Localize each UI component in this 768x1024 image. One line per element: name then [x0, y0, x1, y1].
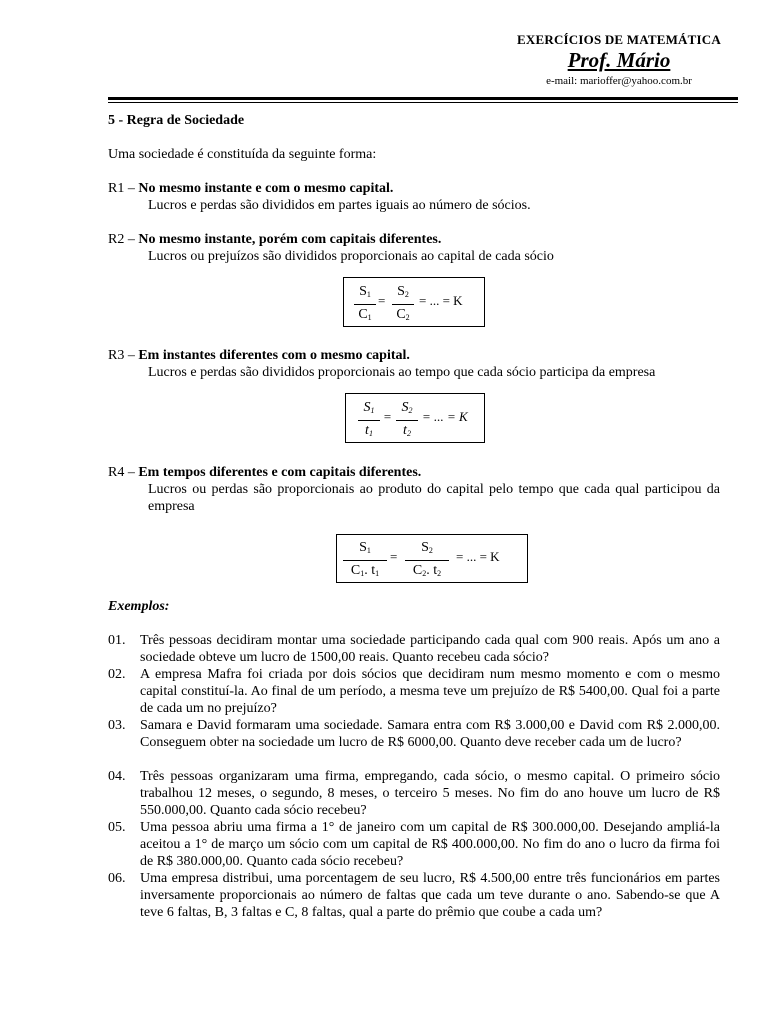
fraction-denominator: t	[403, 423, 407, 438]
subscript: 1	[366, 290, 371, 299]
professor-name: Prof. Mário	[567, 48, 671, 72]
subscript: 2	[406, 429, 411, 438]
formula-r3-box	[345, 393, 485, 443]
fraction-denominator: C	[358, 307, 368, 322]
example-text: Uma pessoa abriu uma firma a 1° de janeiro com um capital de R$ 300.000,00. Desejando ampliá-la aceitou a 1° de março um sócio com um capital de R$ 400.000,00. No fim do ano o lucro da firma foi de R$ 380.000,00. Quanto cada sócio recebeu?	[140, 820, 720, 869]
example-text: A empresa Mafra foi criada por dois sócios que decidiram num mesmo momento e com o mesmo capital constituí-la. Ao final de um período, a mesma teve um prejuízo de R$ 5400,00. Qual foi a parte de cada um no prejuízo?	[140, 667, 720, 716]
fraction-numerator: S	[359, 284, 367, 299]
rule-title: No mesmo instante, porém com capitais diferentes.	[138, 232, 442, 247]
subscript: 2	[405, 313, 410, 322]
header-title: EXERCÍCIOS DE MATEMÁTICA	[517, 32, 721, 47]
subscript: 1	[375, 569, 380, 578]
formula-constant: = ... = K	[456, 549, 500, 564]
fraction-numerator: S	[359, 540, 367, 555]
equals-sign: =	[378, 293, 386, 308]
rule-r2-heading	[108, 231, 441, 248]
fraction-numerator: S	[363, 400, 371, 415]
fraction-numerator: S	[397, 284, 405, 299]
section-title: 5 - Regra de Sociedade	[108, 113, 245, 128]
rule-title: Em instantes diferentes com o mesmo capital.	[138, 348, 410, 363]
rule-r1-description: Lucros e perdas são divididos em partes iguais ao número de sócios.	[148, 198, 531, 213]
fraction-2	[396, 399, 418, 442]
subscript: 1	[368, 429, 373, 438]
fraction-denominator: C	[412, 563, 423, 578]
fraction-denominator: C	[350, 563, 361, 578]
rule-r4-description: Lucros ou perdas são proporcionais ao produto do capital pelo tempo que cada qual participou da empresa	[148, 482, 720, 514]
rule-r3-heading	[108, 347, 410, 364]
rule-r1-heading	[108, 180, 393, 197]
formula-constant: = ... = K	[422, 409, 468, 424]
example-item	[108, 717, 720, 751]
example-text: Samara e David formaram uma sociedade. Samara entra com R$ 3.000,00 e David com R$ 2.000,00. Conseguem obter na sociedade um lucro de R$ 6000,00. Quanto deve receber cada um de lucro?	[140, 718, 720, 750]
formula-constant: = ... = K	[419, 293, 463, 308]
header-divider-thick	[108, 97, 738, 100]
header-divider-thin	[108, 102, 738, 103]
fraction-1	[354, 283, 376, 326]
examples-title: Exemplos:	[108, 599, 170, 614]
fraction-numerator: S	[421, 540, 429, 555]
formula-r2-box	[343, 277, 485, 327]
fraction-denominator: t	[365, 423, 369, 438]
example-item	[108, 768, 720, 819]
fraction-1	[343, 539, 387, 582]
equals-sign: =	[383, 409, 392, 424]
equals-sign: =	[390, 549, 398, 564]
subscript: 1	[366, 546, 371, 555]
rule-r4-heading	[108, 464, 421, 481]
example-item	[108, 870, 720, 921]
example-item	[108, 819, 720, 870]
subscript: 2	[404, 290, 409, 299]
example-number: 05.	[108, 820, 126, 835]
rule-label: R1 –	[108, 181, 135, 196]
fraction-denominator: C	[396, 307, 406, 322]
subscript: 1	[370, 406, 375, 415]
example-number: 02.	[108, 667, 126, 682]
example-number: 01.	[108, 633, 126, 648]
example-text: Três pessoas decidiram montar uma sociedade participando cada qual com 900 reais. Após um ano a sociedade obteve um lucro de 1500,00 reais. Quanto recebeu cada sócio?	[140, 633, 720, 665]
subscript: 2	[437, 569, 442, 578]
fraction-1	[358, 399, 380, 442]
formula-r4-box	[336, 534, 528, 583]
fraction-denominator-time: . t	[364, 563, 376, 578]
example-item	[108, 632, 720, 666]
example-text: Três pessoas organizaram uma firma, empregando, cada sócio, o mesmo capital. O primeiro sócio trabalhou 12 meses, o segundo, 8 meses, o terceiro 5 meses. No fim do ano houve um lucro de R$ 550.000,00. Quanto cada sócio recebeu?	[140, 769, 720, 818]
fraction-2	[392, 283, 414, 326]
subscript: 1	[360, 569, 365, 578]
example-item	[108, 666, 720, 717]
subscript: 2	[428, 546, 433, 555]
fraction-numerator: S	[401, 400, 409, 415]
section-intro: Uma sociedade é constituída da seguinte forma:	[108, 147, 377, 162]
fraction-denominator-time: . t	[426, 563, 438, 578]
rule-label: R3 –	[108, 348, 135, 363]
rule-title: No mesmo instante e com o mesmo capital.	[138, 181, 394, 196]
subscript: 2	[408, 406, 413, 415]
subscript: 1	[367, 313, 372, 322]
example-number: 03.	[108, 718, 126, 733]
rule-r3-description: Lucros e perdas são divididos proporcionais ao tempo que cada sócio participa da empresa	[148, 365, 656, 380]
rule-r2-description: Lucros ou prejuízos são divididos proporcionais ao capital de cada sócio	[148, 249, 554, 264]
fraction-2	[405, 539, 449, 582]
rule-label: R4 –	[108, 465, 135, 480]
example-text: Uma empresa distribui, uma porcentagem de seu lucro, R$ 4.500,00 entre três funcionários em partes inversamente proporcionais ao número de faltas que cada um teve durante o ano. Sabendo-se que A teve 6 faltas, B, 3 faltas e C, 8 faltas, qual a parte do prêmio que coube a cada um?	[140, 871, 720, 920]
rule-label: R2 –	[108, 232, 135, 247]
example-number: 04.	[108, 769, 126, 784]
subscript: 2	[422, 569, 427, 578]
contact-email: e-mail: marioffer@yahoo.com.br	[546, 75, 692, 87]
example-number: 06.	[108, 871, 126, 886]
rule-title: Em tempos diferentes e com capitais diferentes.	[138, 465, 422, 480]
